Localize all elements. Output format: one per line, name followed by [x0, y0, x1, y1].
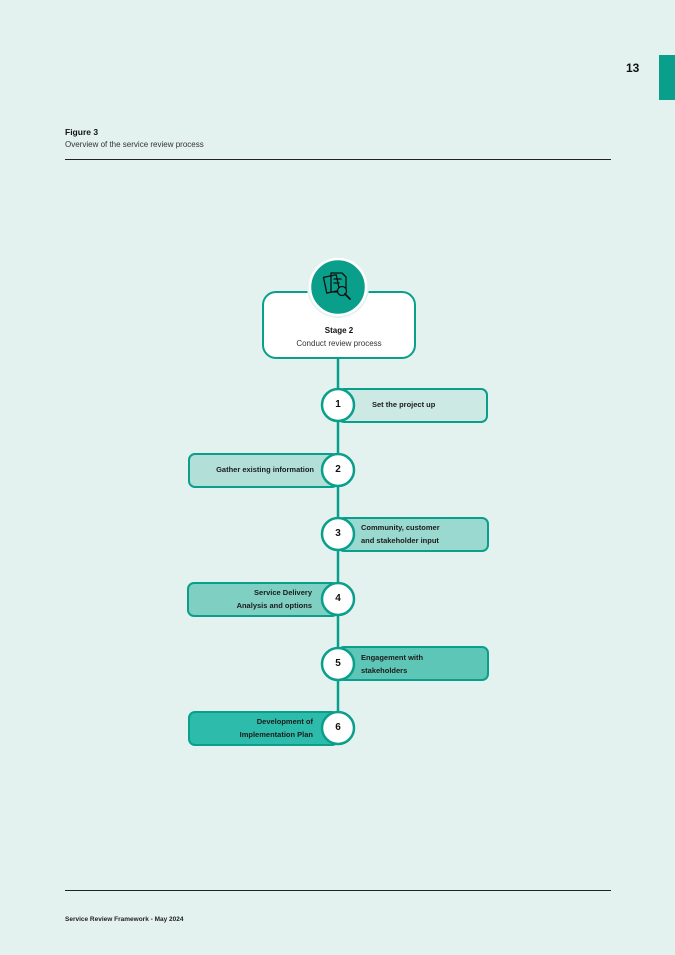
step-2-number: 2 — [335, 464, 341, 475]
step-3-number: 3 — [335, 528, 341, 539]
step-5-label — [361, 652, 423, 677]
stage-subtitle: Conduct review process — [296, 339, 382, 348]
stage-icon-badge — [310, 259, 366, 315]
step-6-label — [196, 716, 313, 741]
step-1-label-line: Set the project up — [372, 400, 436, 409]
step-3-label-line-1: Community, customer — [361, 523, 440, 532]
step-6-label-line-2: Implementation Plan — [239, 729, 313, 739]
step-4-number: 4 — [335, 593, 341, 604]
step-1-number: 1 — [335, 399, 341, 410]
step-3-label-line-2: and stakeholder input — [361, 535, 439, 545]
page-number: 13 — [626, 61, 640, 75]
step-6-label-line-1: Development of — [256, 717, 313, 726]
step-5-label-line-1: Engagement with — [361, 653, 424, 662]
step-6-number: 6 — [335, 722, 341, 733]
step-2-label-line: Gather existing information — [216, 465, 314, 474]
stage-title: Stage 2 — [324, 326, 354, 335]
step-3-label — [361, 522, 440, 547]
step-4-label-line-1: Service Delivery — [254, 588, 312, 597]
footer-text: Service Review Framework - May 2024 — [65, 916, 184, 923]
footer-divider — [65, 890, 611, 891]
figure-title: Figure 3 — [65, 127, 99, 137]
step-1-label — [372, 399, 435, 412]
step-5-number: 5 — [335, 658, 341, 669]
step-4-label-line-2: Analysis and options — [236, 600, 312, 610]
figure-subtitle: Overview of the service review process — [65, 140, 204, 149]
step-4-label — [196, 587, 312, 612]
step-2-label — [196, 464, 314, 477]
step-5-label-line-2: stakeholders — [361, 665, 408, 675]
